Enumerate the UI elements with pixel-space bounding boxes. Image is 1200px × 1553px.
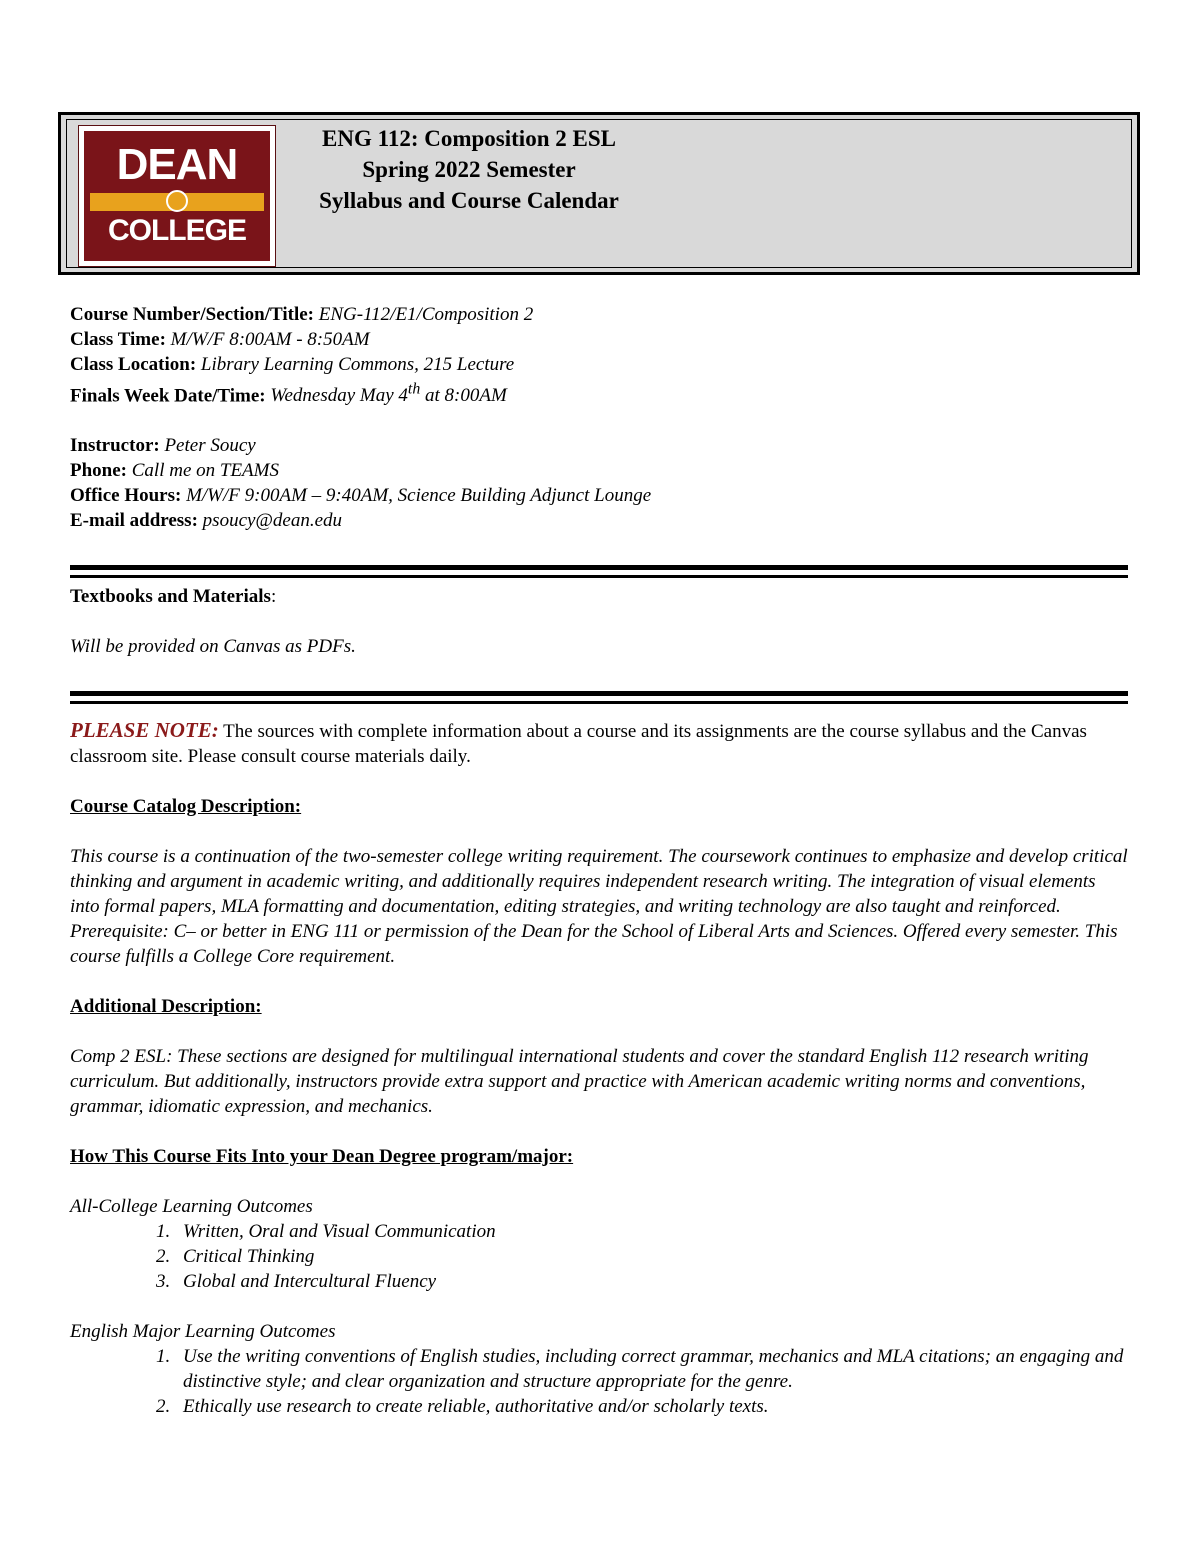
list-item: 3. Global and Intercultural Fluency	[175, 1269, 1128, 1294]
finals-label: Finals Week Date/Time:	[70, 385, 266, 407]
document-title	[61, 123, 1137, 216]
textbooks-text: Will be provided on Canvas as PDFs.	[70, 636, 356, 658]
office-hours-value: M/W/F 9:00AM – 9:40AM, Science Building Adjunct Lounge	[186, 485, 652, 507]
title-line-course: ENG 112: Composition 2 ESL	[322, 126, 616, 151]
additional-heading: Additional Description:	[70, 996, 262, 1018]
phone-label: Phone:	[70, 460, 127, 482]
finals-value	[270, 381, 507, 407]
additional-text: Comp 2 ESL: These sections are designed for multilingual international students and cover the standard English 112 research writing curriculum. But additionally, instructors provide extra support and practice with American academic writing norms and conventions, grammar, idiomatic expression, and mechanics.	[70, 1046, 1089, 1118]
finals-date-suffix: th	[407, 381, 421, 398]
instructor-row	[70, 433, 1128, 458]
course-number-value: ENG-112/E1/Composition 2	[318, 304, 534, 325]
title-line-syllabus: Syllabus and Course Calendar	[319, 188, 619, 213]
textbooks-colon: :	[270, 586, 277, 608]
textbooks-heading-row	[70, 584, 1128, 609]
college-outcomes-title: All-College Learning Outcomes	[70, 1196, 313, 1218]
finals-row	[70, 377, 1128, 408]
logo-text-dean: DEAN	[116, 140, 238, 189]
please-note-paragraph	[70, 718, 1128, 769]
textbooks-heading: Textbooks and Materials	[70, 586, 271, 608]
catalog-text: This course is a continuation of the two-semester college writing requirement. The coursework continues to emphasize and develop critical thinking and argument in academic writing, and additionally requires independent research writing. The integration of visual elements into formal papers, MLA formatting and documentation, editing strategies, and writing technology are also taught and reinforced. Prerequisite: C– or better in ENG 111 or permission of the Dean for the School of Liberal Arts and Sciences. Offered every semester. This course fulfills a College Core requirement.	[70, 846, 1128, 968]
class-time-value: M/W/F 8:00AM - 8:50AM	[170, 329, 370, 350]
phone-row	[70, 458, 1128, 483]
class-location-row	[70, 352, 1128, 377]
section-divider	[70, 691, 1128, 704]
class-time-row	[70, 327, 1128, 352]
english-outcomes-title: English Major Learning Outcomes	[70, 1321, 336, 1343]
section-divider	[70, 565, 1128, 578]
class-time-label: Class Time:	[70, 329, 166, 350]
syllabus-content	[70, 302, 1128, 1419]
college-outcomes-list	[70, 1219, 1128, 1294]
list-item: 2. Ethically use research to create reliable, authoritative and/or scholarly texts.	[175, 1394, 1128, 1419]
finals-date: Wednesday May 4	[270, 385, 408, 407]
course-number-label: Course Number/Section/Title:	[70, 304, 314, 325]
finals-time: at 8:00AM	[420, 385, 507, 407]
office-hours-label: Office Hours:	[70, 485, 182, 507]
list-item: 1. Use the writing conventions of English studies, including correct grammar, mechanics and MLA citations; an engaging and distinctive style; and clear organization and structure appropriate for the genre.	[175, 1344, 1128, 1394]
english-outcomes-list	[70, 1344, 1128, 1419]
course-number-row	[70, 302, 1128, 327]
phone-value: Call me on TEAMS	[131, 460, 279, 482]
please-note-text: The sources with complete information about a course and its assignments are the course syllabus and the Canvas classroom site. Please consult course materials daily.	[70, 721, 1087, 768]
title-line-semester: Spring 2022 Semester	[362, 157, 576, 182]
email-row	[70, 508, 1128, 533]
logo-text-college: COLLEGE	[107, 214, 246, 247]
list-item: 1. Written, Oral and Visual Communication	[175, 1219, 1128, 1244]
fits-heading: How This Course Fits Into your Dean Degree program/major:	[70, 1146, 574, 1168]
class-location-label: Class Location:	[70, 354, 197, 375]
office-hours-row	[70, 483, 1128, 508]
class-location-value: Library Learning Commons, 215 Lecture	[200, 354, 515, 375]
instructor-label: Instructor:	[70, 435, 160, 457]
email-label: E-mail address:	[70, 510, 198, 532]
list-item: 2. Critical Thinking	[175, 1244, 1128, 1269]
instructor-value: Peter Soucy	[164, 435, 256, 457]
catalog-heading: Course Catalog Description:	[70, 796, 302, 818]
email-value[interactable]: psoucy@dean.edu	[202, 510, 343, 532]
header-box	[58, 112, 1140, 275]
please-note-label: PLEASE NOTE:	[70, 718, 219, 743]
